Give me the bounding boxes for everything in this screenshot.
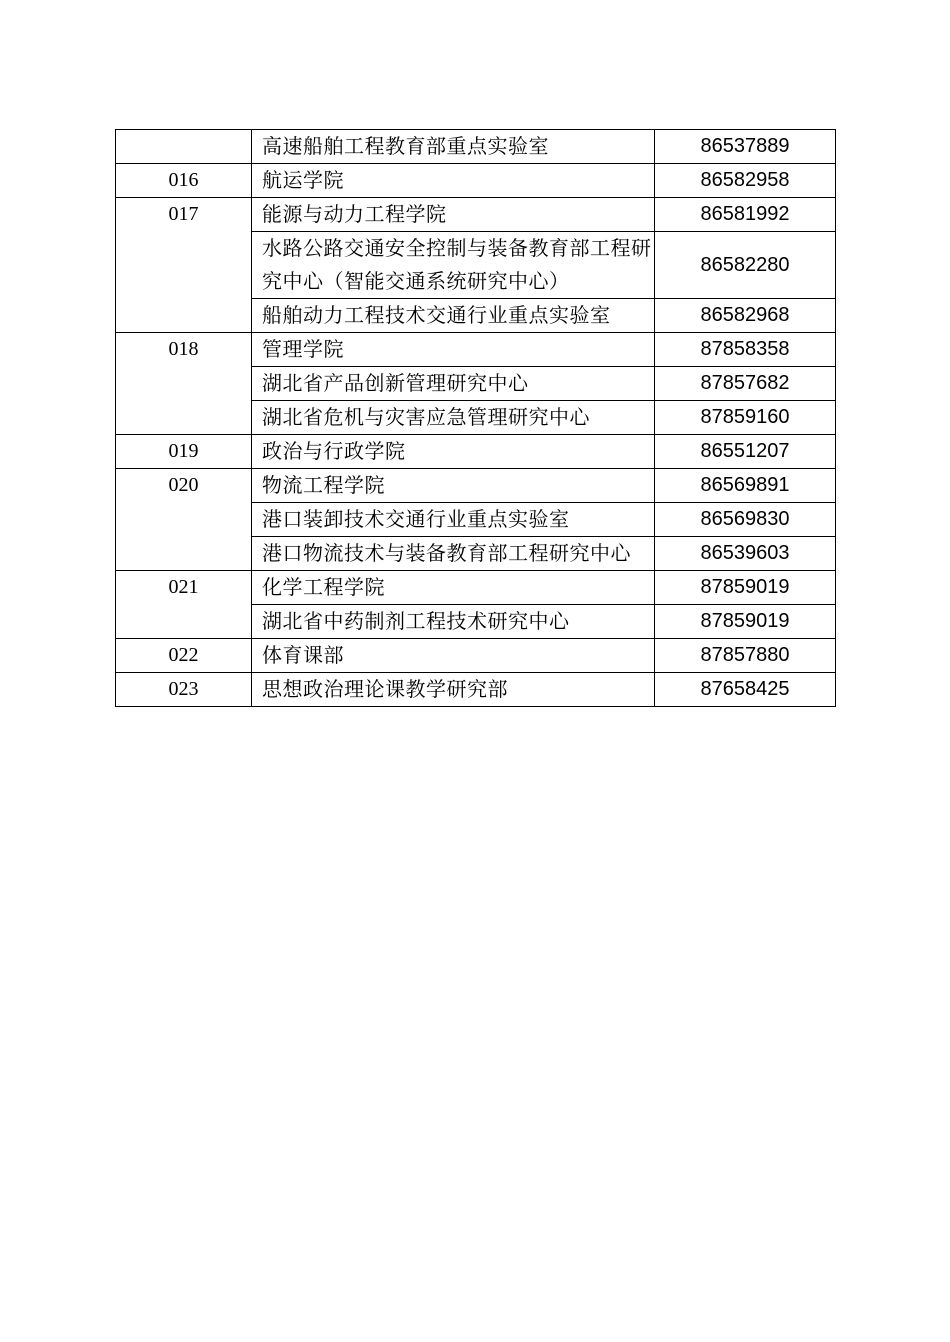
- unit-code: 021: [116, 571, 252, 639]
- unit-name: 思想政治理论课教学研究部: [252, 673, 655, 707]
- unit-name: 政治与行政学院: [252, 435, 655, 469]
- phone-number: 86539603: [655, 537, 836, 571]
- table-row: [116, 639, 836, 673]
- unit-name: 港口物流技术与装备教育部工程研究中心: [252, 537, 655, 571]
- unit-name: 湖北省产品创新管理研究中心: [252, 367, 655, 401]
- phone-number: 86581992: [655, 198, 836, 232]
- unit-name: 管理学院: [252, 333, 655, 367]
- unit-name: 体育课部: [252, 639, 655, 673]
- unit-code: 022: [116, 639, 252, 673]
- unit-name: 航运学院: [252, 164, 655, 198]
- phone-number: 87857682: [655, 367, 836, 401]
- table-row: [116, 198, 836, 232]
- unit-name: 化学工程学院: [252, 571, 655, 605]
- unit-name: 物流工程学院: [252, 469, 655, 503]
- phone-number: 86551207: [655, 435, 836, 469]
- phone-number: 86582968: [655, 299, 836, 333]
- unit-name: 船舶动力工程技术交通行业重点实验室: [252, 299, 655, 333]
- unit-name: 湖北省危机与灾害应急管理研究中心: [252, 401, 655, 435]
- table-row: [116, 164, 836, 198]
- unit-code: 017: [116, 198, 252, 333]
- unit-code: [116, 130, 252, 164]
- phone-number: 86569891: [655, 469, 836, 503]
- table-row: [116, 673, 836, 707]
- table-row: [116, 333, 836, 367]
- unit-name: 水路公路交通安全控制与装备教育部工程研究中心（智能交通系统研究中心）: [252, 232, 655, 299]
- table-row: [116, 571, 836, 605]
- phone-number: 87859019: [655, 571, 836, 605]
- phone-number: 87859160: [655, 401, 836, 435]
- unit-name: 港口装卸技术交通行业重点实验室: [252, 503, 655, 537]
- phone-number: 86582958: [655, 164, 836, 198]
- phone-number: 86582280: [655, 232, 836, 299]
- unit-code: 016: [116, 164, 252, 198]
- table-row: [116, 435, 836, 469]
- phone-number: 87857880: [655, 639, 836, 673]
- phone-number: 87658425: [655, 673, 836, 707]
- phone-number: 87858358: [655, 333, 836, 367]
- table-row: [116, 469, 836, 503]
- unit-code: 019: [116, 435, 252, 469]
- unit-name: 湖北省中药制剂工程技术研究中心: [252, 605, 655, 639]
- unit-name: 能源与动力工程学院: [252, 198, 655, 232]
- unit-name: 高速船舶工程教育部重点实验室: [252, 130, 655, 164]
- unit-code: 023: [116, 673, 252, 707]
- table-row: [116, 130, 836, 164]
- department-phone-table: [115, 129, 836, 707]
- phone-number: 86569830: [655, 503, 836, 537]
- phone-number: 87859019: [655, 605, 836, 639]
- phone-number: 86537889: [655, 130, 836, 164]
- unit-code: 020: [116, 469, 252, 571]
- unit-code: 018: [116, 333, 252, 435]
